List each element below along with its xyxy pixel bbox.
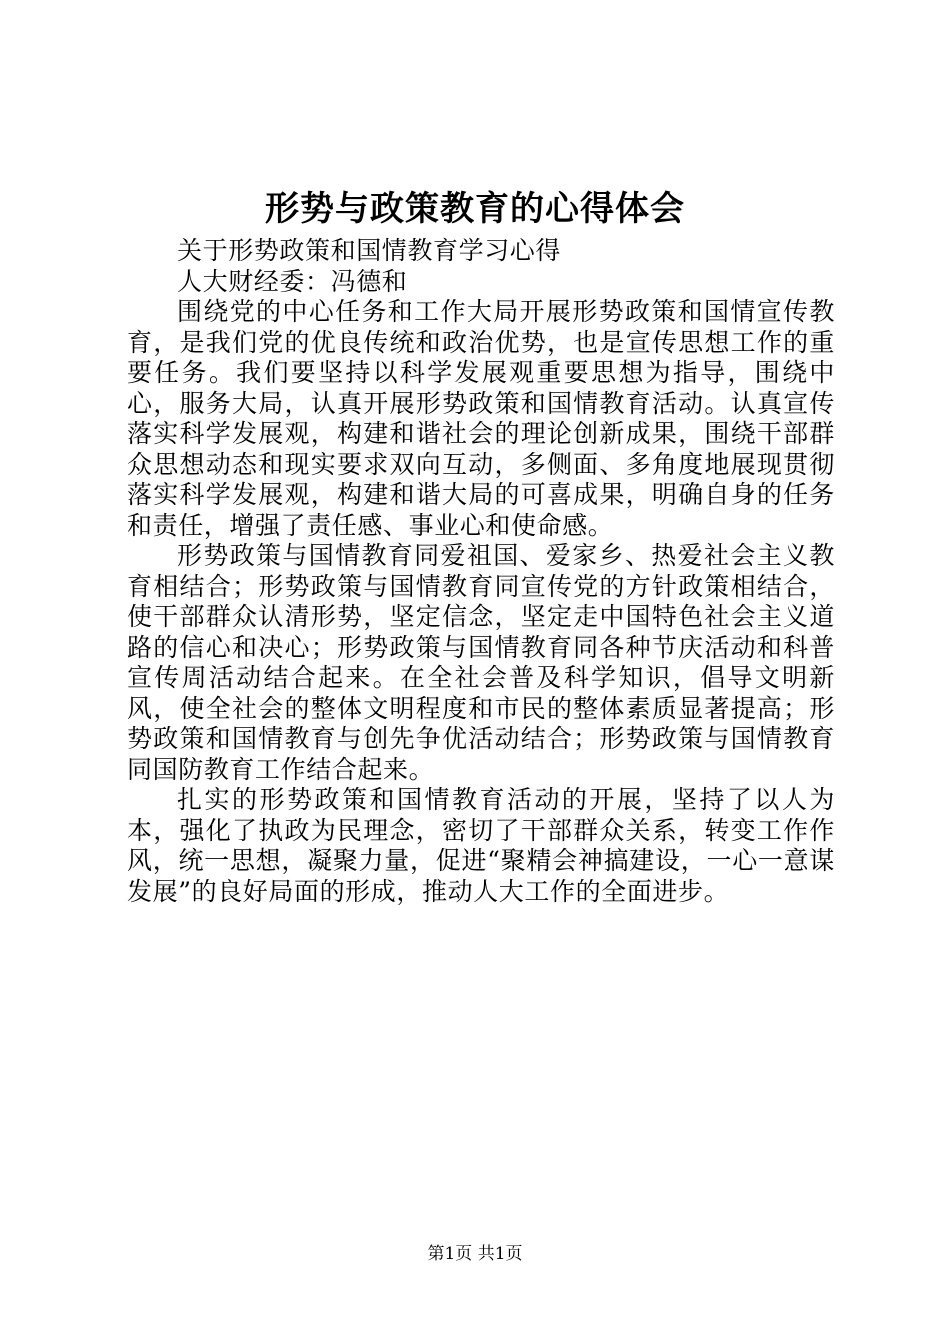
paragraph-author: 人大财经委：冯德和 xyxy=(177,266,408,296)
page-number-footer: 第1页 共1页 xyxy=(427,1244,523,1264)
paragraph-body: 形势政策与国情教育同爱祖国、爱家乡、热爱社会主义教育相结合；形势政策与国情教育同宣传党的方针政策相结合，使干部群众认清形势，坚定信念，坚定走中国特色社会主义道路的信心和决心；形势政策与国情教育同各种节庆活动和科普宣传周活动结合起来。在全社会普及科学知识，倡导文明新风，使全社会的整体文明程度和市民的整体素质显著提高；形势政策和国情教育与创先争优活动结合；形势政策与国情教育同国防教育工作结合起来。 xyxy=(127,541,835,784)
paragraph-subtitle: 关于形势政策和国情教育学习心得 xyxy=(177,236,562,265)
paragraph-body: 围绕党的中心任务和工作大局开展形势政策和国情宣传教育，是我们党的优良传统和政治优势，也是宣传思想工作的重要任务。我们要坚持以科学发展观重要思想为指导，围绕中心，服务大局，认真开展形势政策和国情教育活动。认真宣传落实科学发展观，构建和谐社会的理论创新成果，围绕干部群众思想动态和现实要求双向互动，多侧面、多角度地展现贯彻落实科学发展观，构建和谐大局的可喜成果，明确自身的任务和责任，增强了责任感、事业心和使命感。 xyxy=(127,297,835,540)
document-body xyxy=(127,236,835,907)
document-title: 形势与政策教育的心得体会 xyxy=(265,189,685,229)
paragraph-body: 扎实的形势政策和国情教育活动的开展，坚持了以人为本，强化了执政为民理念，密切了干部群众关系，转变工作作风，统一思想，凝聚力量，促进“聚精会神搞建设，一心一意谋发展”的良好局面的形成，推动人大工作的全面进步。 xyxy=(127,785,835,906)
